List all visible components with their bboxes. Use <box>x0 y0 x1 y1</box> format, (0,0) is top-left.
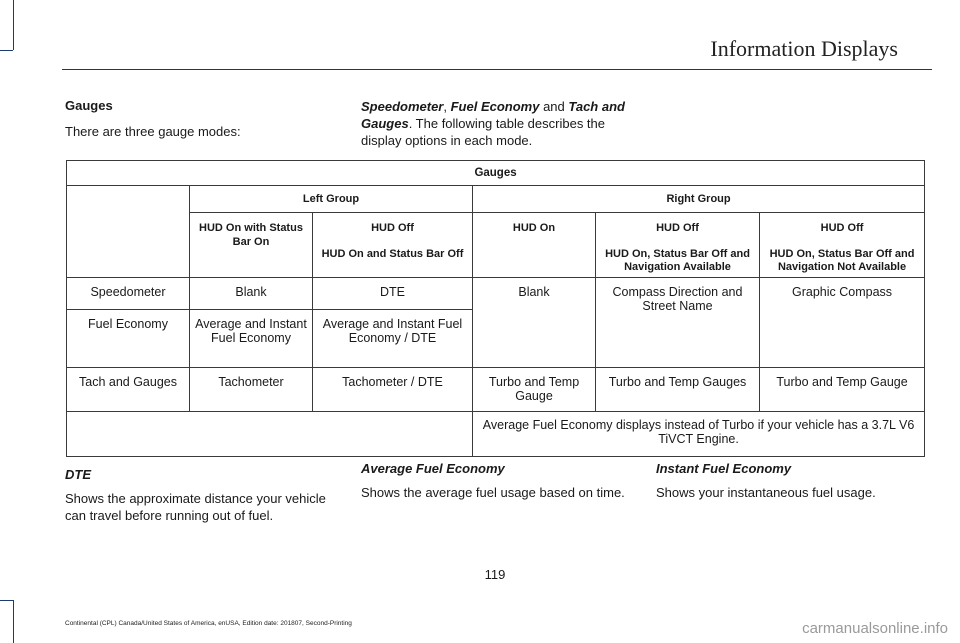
table-empty-header-cell-2 <box>67 213 190 278</box>
row-speedometer-c4: Compass Direction and Street Name <box>596 278 760 368</box>
row-speedometer-mode: Speedometer <box>67 278 190 310</box>
dte-text: Shows the approximate distance your vehicle can travel before running out of fuel. <box>65 491 326 523</box>
mode-tach-and-gauges: Tach and Gauges <box>361 99 625 131</box>
mode-separator-1: , <box>443 99 451 114</box>
watermark: carmanualsonline.info <box>802 620 948 637</box>
table-row <box>67 278 925 310</box>
mode-fuel-economy: Fuel Economy <box>450 99 540 114</box>
col4-header <box>596 213 760 278</box>
col2-header-bottom: HUD On and Status Bar Off <box>321 248 464 260</box>
row-tach-c1: Tachometer <box>190 368 313 412</box>
col1-header <box>190 213 313 278</box>
row-tach-c4: Turbo and Temp Gauges <box>596 368 760 412</box>
col3-header-top: HUD On <box>512 222 556 234</box>
average-fuel-economy-text: Shows the average fuel usage based on time. <box>361 485 625 500</box>
dte-heading: DTE <box>65 467 91 482</box>
col5-header <box>760 213 925 278</box>
crop-mark-bottom-left-horizontal <box>0 600 13 601</box>
table-group-row <box>67 186 925 213</box>
table-title: Gauges <box>67 161 925 186</box>
instant-fuel-economy-text: Shows your instantaneous fuel usage. <box>656 485 876 500</box>
table-row <box>67 368 925 412</box>
col4-header-top: HUD Off <box>656 222 699 234</box>
table-title-row <box>67 161 925 186</box>
page-header-title: Information Displays <box>710 36 898 61</box>
col4-header-bottom: HUD On, Status Bar Off and Navigation Available <box>605 248 750 273</box>
page-number: 119 <box>484 567 506 582</box>
table-column-header-row <box>67 213 925 278</box>
row-speedometer-c5: Graphic Compass <box>760 278 925 368</box>
row-speedometer-c3: Blank <box>473 278 596 368</box>
table-note: Average Fuel Economy displays instead of Turbo if your vehicle has a 3.7L V6 TiVCT Engine. <box>473 412 925 457</box>
gauges-intro-text: There are three gauge modes: <box>65 124 241 139</box>
left-group-header: Left Group <box>190 186 473 213</box>
row-fuel-economy-mode: Fuel Economy <box>67 310 190 368</box>
row-speedometer-c2: DTE <box>313 278 473 310</box>
mode-speedometer: Speedometer <box>361 99 444 114</box>
row-tach-c3: Turbo and Temp Gauge <box>473 368 596 412</box>
row-tach-c5: Turbo and Temp Gauge <box>760 368 925 412</box>
row-fuel-economy-c1: Average and Instant Fuel Economy <box>190 310 313 368</box>
row-speedometer-c1: Blank <box>190 278 313 310</box>
col5-header-bottom: HUD On, Status Bar Off and Navigation Not Available <box>769 248 915 273</box>
modes-paragraph-rest: . The following table describes the display options in each mode. <box>361 116 606 148</box>
gauges-table <box>66 160 925 457</box>
col2-header <box>313 213 473 278</box>
right-group-header: Right Group <box>473 186 925 213</box>
table-note-empty-cell <box>67 412 473 457</box>
crop-mark-bottom-left <box>0 600 14 643</box>
col3-header <box>473 213 596 278</box>
header-rule <box>62 69 932 70</box>
row-tach-c2: Tachometer / DTE <box>313 368 473 412</box>
gauges-heading: Gauges <box>65 98 113 113</box>
col5-header-top: HUD Off <box>820 222 864 234</box>
col2-header-top: HUD Off <box>371 222 414 234</box>
crop-mark-top-left <box>0 0 14 50</box>
instant-fuel-economy-heading: Instant Fuel Economy <box>656 461 792 476</box>
edition-footer: Continental (CPL) Canada/United States of America, enUSA, Edition date: 201807, Second-Printing <box>65 620 352 627</box>
table-note-row <box>67 412 925 457</box>
gauges-modes-paragraph <box>361 98 636 149</box>
col1-header-top: HUD On with Status Bar On <box>199 222 303 248</box>
mode-separator-2: and <box>539 99 569 114</box>
table-empty-header-cell <box>67 186 190 213</box>
crop-mark-top-left-horizontal <box>0 50 13 51</box>
row-tach-mode: Tach and Gauges <box>67 368 190 412</box>
average-fuel-economy-heading: Average Fuel Economy <box>361 461 505 476</box>
row-fuel-economy-c2: Average and Instant Fuel Economy / DTE <box>313 310 473 368</box>
